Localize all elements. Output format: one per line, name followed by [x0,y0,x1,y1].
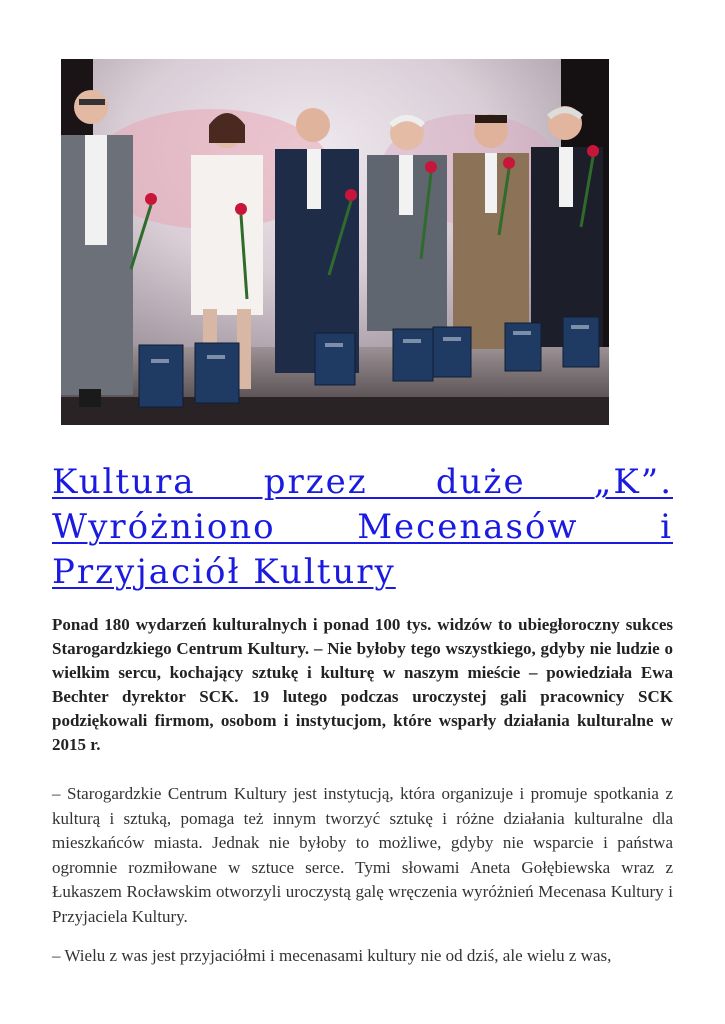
article-paragraph: – Wielu z was jest przyjaciółmi i mecenasami kultury nie od dziś, ale wielu z was, [52,946,612,965]
article-title[interactable] [52,460,673,595]
article-photo [61,59,609,425]
article-title-link[interactable]: Kultura przez duże „K”. Wyróżniono Mecenasów i Przyjaciół Kultury [52,462,673,592]
article-paragraph: – Starogardzkie Centrum Kultury jest instytucją, która organizuje i promuje spotkania z kulturą i sztuką, pomaga też innym tworzyć sztukę i różne działania kulturalne dla mieszkańców miasta. Jednak nie byłoby to możliwe, gdyby nie wsparcie i państwa ogromnie rozmiłowane w sztuce serce. Tymi słowami Aneta Gołębiewska wraz z Łukaszem Rocławskim otworzyli uroczystą galę wręczenia wyróżnień Mecenasa Kultury i Przyjaciela Kultury. [52,784,673,926]
article-lead: Ponad 180 wydarzeń kulturalnych i ponad 100 tys. widzów to ubiegłoroczny sukces Starogardzkiego Centrum Kultury. – Nie byłoby tego wszystkiego, gdyby nie ludzie o wielkim sercu, kochający sztukę i kulturę w naszym mieście – powiedziała Ewa Bechter dyrektor SCK. 19 lutego podczas uroczystej gali pracownicy SCK podziękowali firmom, osobom i instytucjom, które wsparły działania kulturalne w 2015 r. [52,615,673,754]
